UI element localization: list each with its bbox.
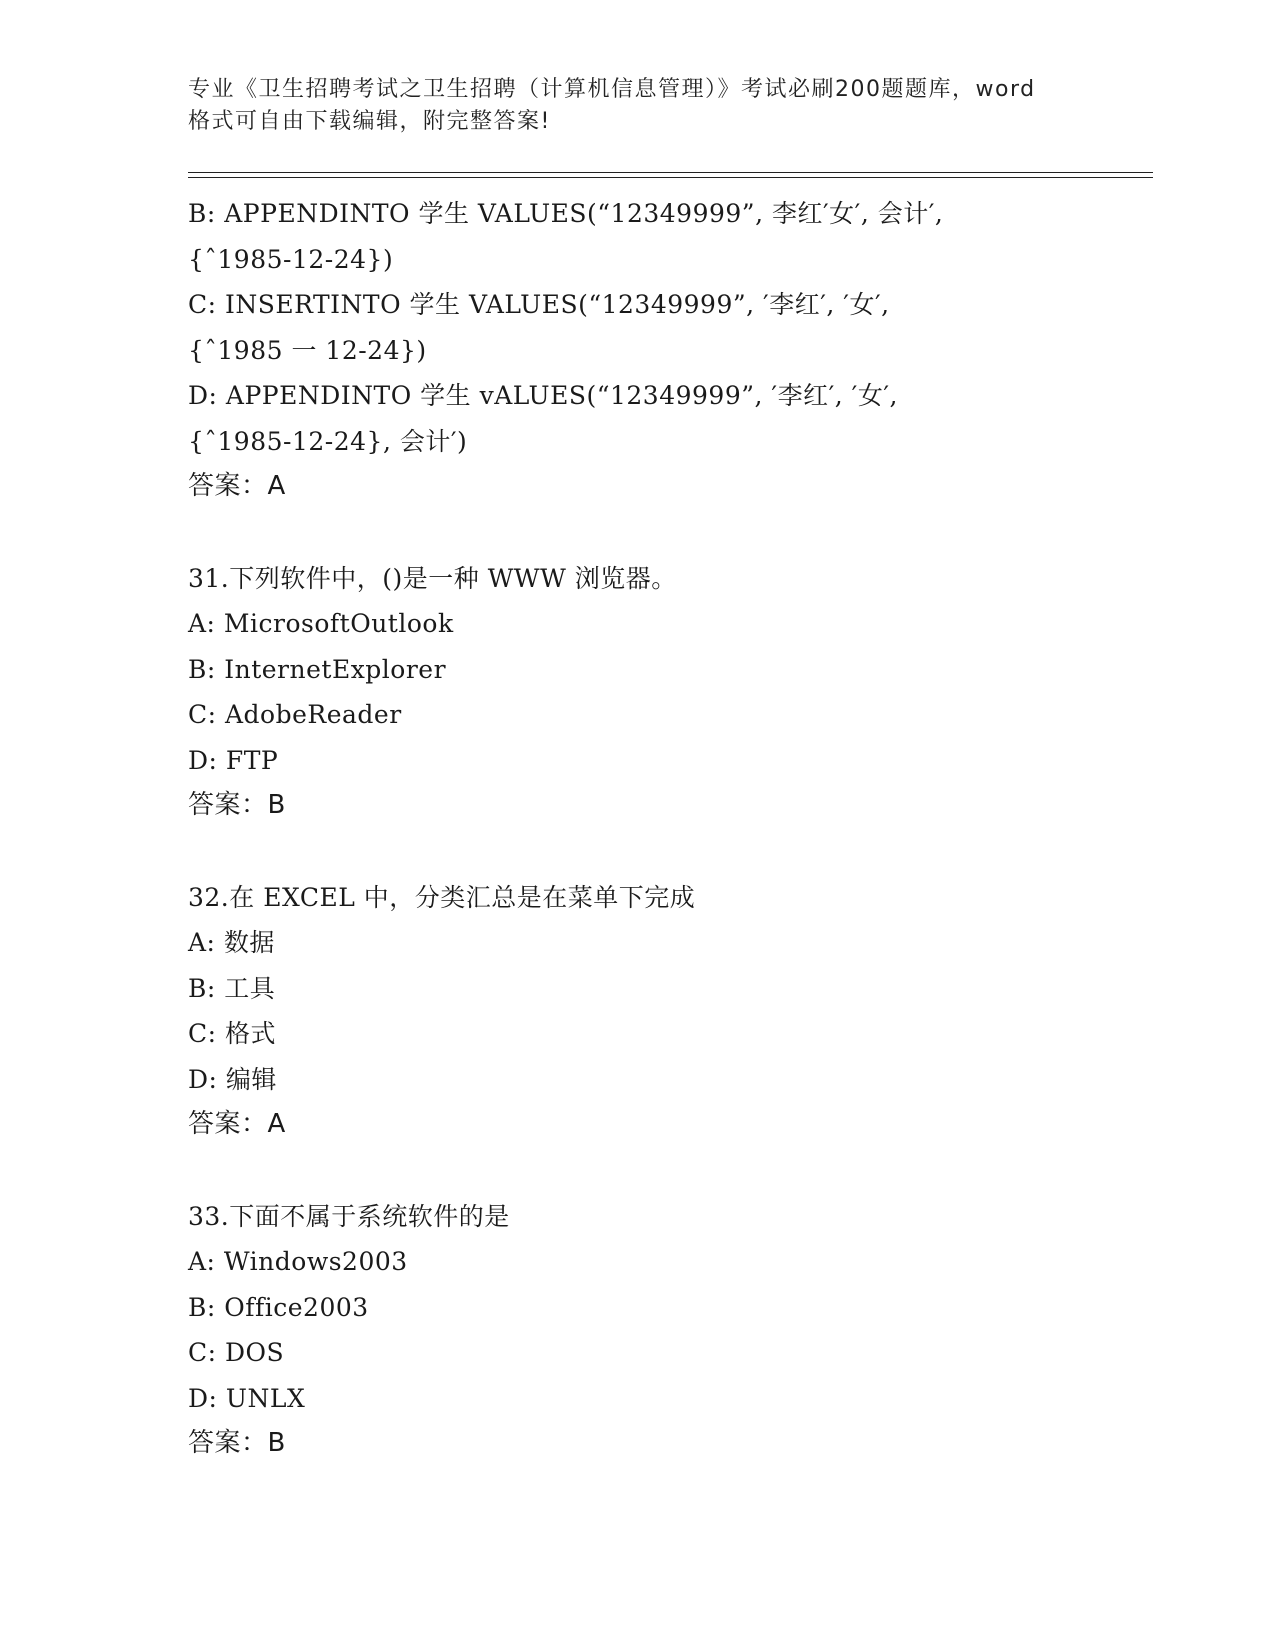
option-d: D: FTP (188, 745, 279, 775)
spacer (188, 829, 1148, 875)
option-c: C: AdobeReader (188, 700, 402, 729)
question-stem: 32.在 EXCEL 中，分类汇总是在菜单下完成 (188, 882, 696, 912)
answer-line: 答案：A (188, 1109, 286, 1139)
answer-line: 答案：B (188, 1428, 286, 1458)
option-a: A: MicrosoftOutlook (188, 609, 454, 638)
question-31 (188, 556, 1148, 829)
option-d: D: UNLX (188, 1383, 306, 1413)
question-stem: 31.下列软件中，()是一种 WWW 浏览器。 (188, 563, 677, 593)
option-line: {ˆ1985-12-24}, 会计′) (188, 426, 468, 456)
option-c: C: 格式 (188, 1019, 276, 1048)
option-line: B: APPENDINTO 学生 VALUES(“12349999”, 李红′女′, 会计′, (188, 199, 944, 228)
option-line: C: INSERTINTO 学生 VALUES(“12349999”, ′李红′, ′女′, (188, 290, 890, 319)
header-divider-top (188, 172, 1153, 173)
option-c: C: DOS (188, 1338, 285, 1367)
option-b: B: InternetExplorer (188, 654, 447, 684)
answer-line: 答案：B (188, 790, 286, 820)
question-content (188, 191, 1148, 1467)
option-b: B: Office2003 (188, 1292, 369, 1322)
question-stem: 33.下面不属于系统软件的是 (188, 1201, 510, 1231)
option-line: {ˆ1985 一 12-24}) (188, 335, 427, 365)
question-33 (188, 1194, 1148, 1467)
option-b: B: 工具 (188, 973, 276, 1003)
option-d: D: 编辑 (188, 1064, 277, 1094)
header-title-line-2: 格式可自由下载编辑，附完整答案! (188, 109, 551, 134)
document-header (188, 74, 1088, 138)
answer-line: 答案：A (188, 471, 286, 501)
header-divider-bottom (188, 177, 1153, 178)
header-title-line-1: 专业《卫生招聘考试之卫生招聘（计算机信息管理）》考试必刷200题题库，word (188, 77, 1036, 102)
option-a: A: Windows2003 (188, 1247, 408, 1276)
option-a: A: 数据 (188, 928, 275, 957)
question-32 (188, 875, 1148, 1148)
spacer (188, 1148, 1148, 1194)
option-line: {ˆ1985-12-24}) (188, 244, 394, 274)
spacer (188, 510, 1148, 556)
previous-question-tail (188, 191, 1148, 510)
option-line: D: APPENDINTO 学生 vALUES(“12349999”, ′李红′, ′女′, (188, 381, 898, 410)
